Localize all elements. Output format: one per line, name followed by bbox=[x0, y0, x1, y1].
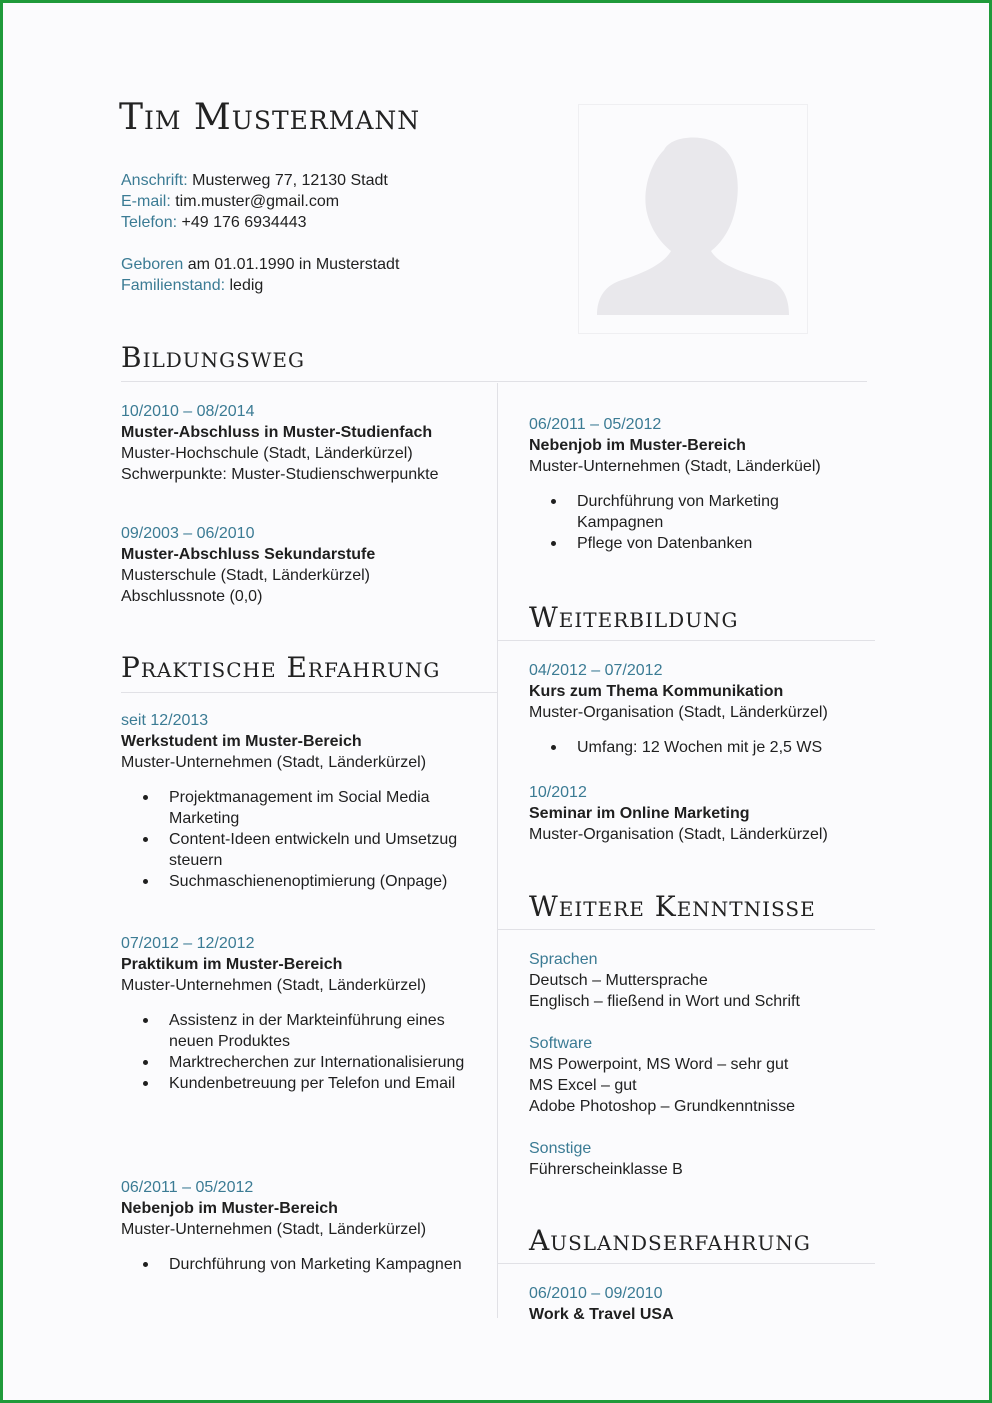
entry-date: 04/2012 – 07/2012 bbox=[529, 662, 663, 679]
skills-group bbox=[529, 1033, 795, 1117]
birth-value: am 01.01.1990 in Musterstadt bbox=[187, 256, 400, 273]
bullet-item: Durchführung von Marketing Kampagnen bbox=[577, 491, 859, 533]
experience-entry bbox=[121, 710, 471, 892]
experience-entry bbox=[121, 933, 471, 1094]
bullet-item: Assistenz in der Markteinführung eines neuen Produktes bbox=[169, 1010, 471, 1052]
bullet-item: Projektmanagement im Social Media Marketing bbox=[169, 787, 471, 829]
abroad-divider bbox=[497, 1263, 875, 1264]
abroad-heading: Auslandserfahrung bbox=[529, 1224, 811, 1257]
address-label: Anschrift: bbox=[121, 172, 188, 189]
training-divider bbox=[497, 640, 875, 641]
person-silhouette-icon bbox=[579, 105, 807, 333]
entry-bullets bbox=[121, 1010, 471, 1094]
experience-heading: Praktische Erfahrung bbox=[121, 651, 441, 684]
birth-label: Geboren bbox=[121, 256, 184, 273]
entry-title: Muster-Abschluss Sekundarstufe bbox=[121, 546, 376, 563]
entry-bullets bbox=[529, 491, 859, 554]
entry-title: Seminar im Online Marketing bbox=[529, 805, 750, 822]
bullet-item: Pflege von Datenbanken bbox=[577, 533, 859, 554]
entry-bullets bbox=[121, 787, 471, 892]
training-entry bbox=[529, 660, 859, 758]
skills-label: Software bbox=[529, 1035, 593, 1052]
entry-line: Schwerpunkte: Muster-Studienschwerpunkte bbox=[121, 466, 439, 483]
skills-line: MS Excel – gut bbox=[529, 1077, 637, 1094]
entry-date: 06/2010 – 09/2010 bbox=[529, 1285, 663, 1302]
skills-line: Adobe Photoshop – Grundkenntnisse bbox=[529, 1098, 795, 1115]
profile-photo bbox=[578, 104, 808, 334]
contact-block bbox=[121, 170, 399, 296]
skills-heading: Weitere Kenntnisse bbox=[529, 890, 816, 923]
experience-entry bbox=[529, 414, 859, 554]
bullet-item: Suchmaschienenoptimierung (Onpage) bbox=[169, 871, 471, 892]
skills-line: Deutsch – Muttersprache bbox=[529, 972, 708, 989]
bullet-item: Content-Ideen entwickeln und Umsetzug steuern bbox=[169, 829, 471, 871]
education-entry bbox=[121, 401, 439, 485]
experience-entry bbox=[121, 1177, 471, 1275]
bullet-item: Marktrecherchen zur Internationalisierung bbox=[169, 1052, 471, 1073]
entry-line: Abschlussnote (0,0) bbox=[121, 588, 263, 605]
entry-title: Praktikum im Muster-Bereich bbox=[121, 956, 343, 973]
marital-value: ledig bbox=[229, 277, 264, 294]
entry-date: 10/2012 bbox=[529, 784, 587, 801]
entry-line: Muster-Hochschule (Stadt, Länderkürzel) bbox=[121, 445, 413, 462]
education-entry bbox=[121, 523, 375, 607]
address-value: Musterweg 77, 12130 Stadt bbox=[192, 172, 388, 189]
entry-date: seit 12/2013 bbox=[121, 712, 209, 729]
education-heading: Bildungsweg bbox=[121, 341, 305, 374]
skills-label: Sonstige bbox=[529, 1140, 592, 1157]
abroad-entry bbox=[529, 1283, 674, 1325]
entry-title: Muster-Abschluss in Muster-Studienfach bbox=[121, 424, 433, 441]
training-entry bbox=[529, 782, 828, 845]
entry-org: Muster-Unternehmen (Stadt, Länderkürzel) bbox=[121, 977, 427, 994]
marital-label: Familienstand: bbox=[121, 277, 226, 294]
bullet-item: Kundenbetreuung per Telefon und Email bbox=[169, 1073, 471, 1094]
email-value: tim.muster@gmail.com bbox=[175, 193, 340, 210]
column-divider bbox=[497, 383, 498, 1318]
email-row bbox=[121, 191, 399, 212]
education-divider bbox=[121, 381, 867, 382]
skills-line: MS Powerpoint, MS Word – sehr gut bbox=[529, 1056, 789, 1073]
entry-title: Nebenjob im Muster-Bereich bbox=[121, 1200, 338, 1217]
entry-org: Muster-Organisation (Stadt, Länderkürzel) bbox=[529, 704, 828, 721]
entry-title: Kurs zum Thema Kommunikation bbox=[529, 683, 784, 700]
entry-date: 07/2012 – 12/2012 bbox=[121, 935, 255, 952]
experience-divider bbox=[121, 692, 497, 693]
entry-title: Werkstudent im Muster-Bereich bbox=[121, 733, 362, 750]
entry-org: Muster-Unternehmen (Stadt, Länderkürzel) bbox=[121, 1221, 427, 1238]
entry-date: 10/2010 – 08/2014 bbox=[121, 403, 255, 420]
skills-label: Sprachen bbox=[529, 951, 598, 968]
entry-org: Muster-Unternehmen (Stadt, Länderkürzel) bbox=[121, 754, 427, 771]
entry-line: Musterschule (Stadt, Länderkürzel) bbox=[121, 567, 370, 584]
skills-group bbox=[529, 1138, 683, 1180]
address-row bbox=[121, 170, 399, 191]
marital-row bbox=[121, 275, 399, 296]
phone-label: Telefon: bbox=[121, 214, 178, 231]
entry-org: Muster-Organisation (Stadt, Länderkürzel) bbox=[529, 826, 828, 843]
entry-bullets bbox=[121, 1254, 471, 1275]
entry-title: Nebenjob im Muster-Bereich bbox=[529, 437, 746, 454]
entry-bullets bbox=[529, 737, 859, 758]
entry-date: 06/2011 – 05/2012 bbox=[121, 1179, 254, 1196]
entry-date: 09/2003 – 06/2010 bbox=[121, 525, 255, 542]
email-label: E-mail: bbox=[121, 193, 171, 210]
entry-date: 06/2011 – 05/2012 bbox=[529, 416, 662, 433]
skills-line: Führerscheinklasse B bbox=[529, 1161, 683, 1178]
phone-row bbox=[121, 212, 399, 233]
person-name: Tim Mustermann bbox=[119, 97, 421, 138]
bullet-item: Umfang: 12 Wochen mit je 2,5 WS bbox=[577, 737, 859, 758]
bullet-item: Durchführung von Marketing Kampagnen bbox=[169, 1254, 471, 1275]
phone-value: +49 176 6934443 bbox=[181, 214, 307, 231]
birth-row bbox=[121, 254, 399, 275]
skills-group bbox=[529, 949, 800, 1012]
skills-line: Englisch – fließend in Wort und Schrift bbox=[529, 993, 800, 1010]
skills-divider bbox=[497, 929, 875, 930]
training-heading: Weiterbildung bbox=[529, 601, 739, 634]
entry-title: Work & Travel USA bbox=[529, 1306, 674, 1323]
entry-org: Muster-Unternehmen (Stadt, Länderküel) bbox=[529, 458, 821, 475]
